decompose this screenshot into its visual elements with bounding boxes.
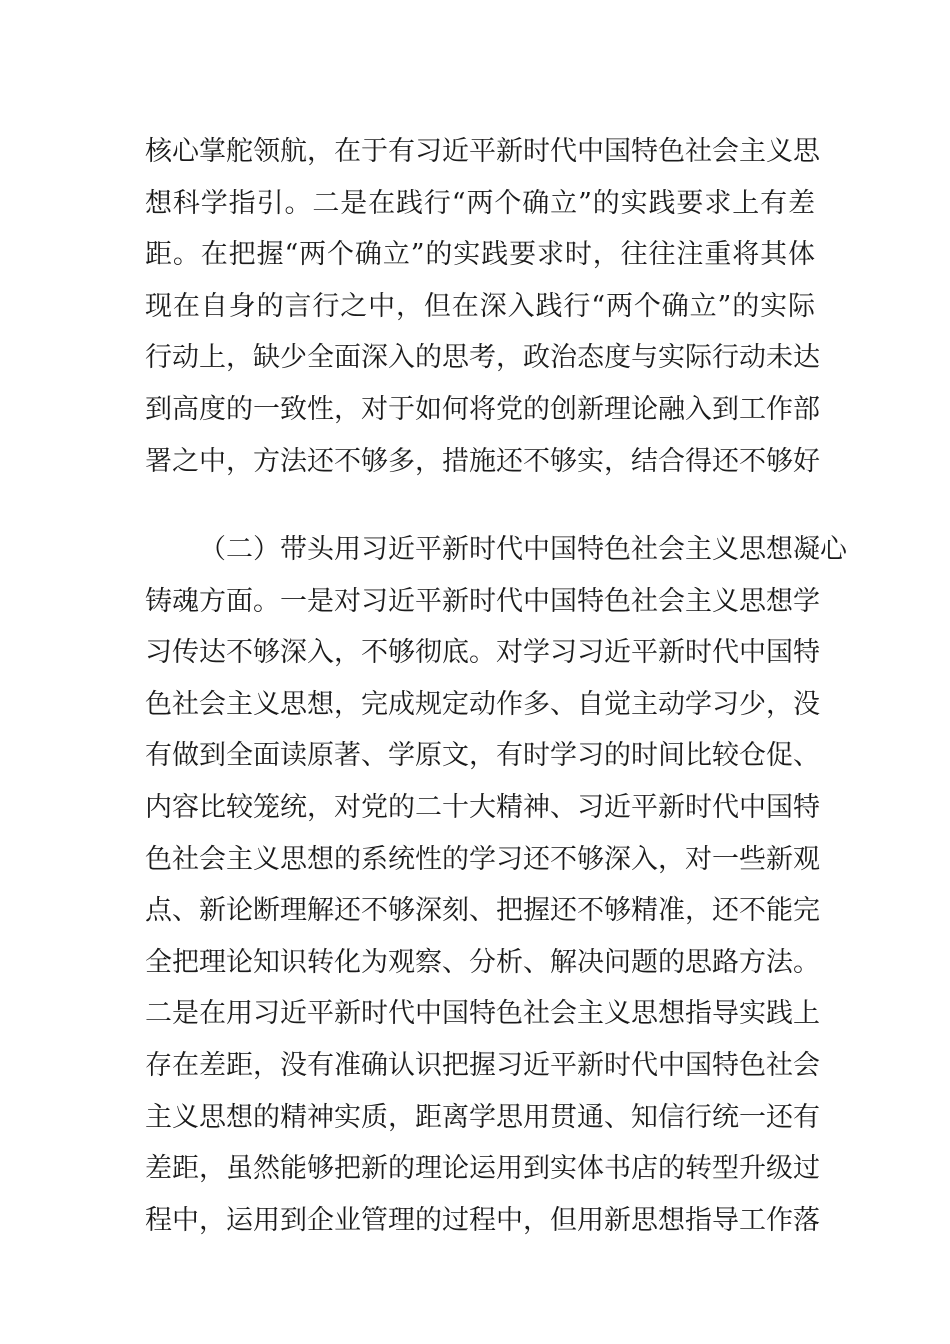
- text-line: 点、新论断理解还不够深刻、把握还不够精准，还不能完: [145, 895, 820, 927]
- paragraph-political-practice: [145, 126, 820, 487]
- text-line: 主义思想的精神实质，距离学思用贯通、知信行统一还有: [145, 1101, 820, 1133]
- text-line: 色社会主义思想的系统性的学习还不够深入，对一些新观: [145, 843, 820, 875]
- text-line: 到高度的一致性，对于如何将党的创新理论融入到工作部: [145, 393, 820, 425]
- text-line: 程中，运用到企业管理的过程中，但用新思想指导工作落: [145, 1204, 820, 1236]
- text-line: 核心掌舵领航，在于有习近平新时代中国特色社会主义思: [145, 136, 820, 167]
- text-line: 差距，虽然能够把新的理论运用到实体书店的转型升级过: [145, 1153, 820, 1185]
- text-line: 现在自身的言行之中，但在深入践行“两个确立”的实际: [145, 290, 815, 322]
- text-line: 想科学指引。二是在践行“两个确立”的实践要求上有差: [145, 187, 815, 219]
- text-line: 行动上，缺少全面深入的思考，政治态度与实际行动未达: [145, 342, 820, 374]
- text-line: 全把理论知识转化为观察、分析、解决问题的思路方法。: [145, 946, 820, 978]
- text-line: 存在差距，没有准确认识把握习近平新时代中国特色社会: [145, 1049, 820, 1081]
- text-line: 色社会主义思想，完成规定动作多、自觉主动学习少，没: [145, 688, 820, 720]
- text-line: 铸魂方面。一是对习近平新时代中国特色社会主义思想学: [145, 585, 820, 617]
- text-line: 署之中，方法还不够多，措施还不够实，结合得还不够好: [145, 445, 820, 477]
- text-line: 内容比较笼统，对党的二十大精神、习近平新时代中国特: [145, 791, 820, 823]
- text-line: 距。在把握“两个确立”的实践要求时，往往注重将其体: [145, 239, 815, 271]
- text-line: 有做到全面读原著、学原文，有时学习的时间比较仓促、: [145, 740, 820, 772]
- paragraph-ideology-study: [145, 524, 847, 1246]
- text-line: 二是在用习近平新时代中国特色社会主义思想指导实践上: [145, 998, 820, 1030]
- text-line: 习传达不够深入，不够彻底。对学习习近平新时代中国特: [145, 637, 820, 669]
- section-heading-line: （二）带头用习近平新时代中国特色社会主义思想凝心: [199, 534, 847, 565]
